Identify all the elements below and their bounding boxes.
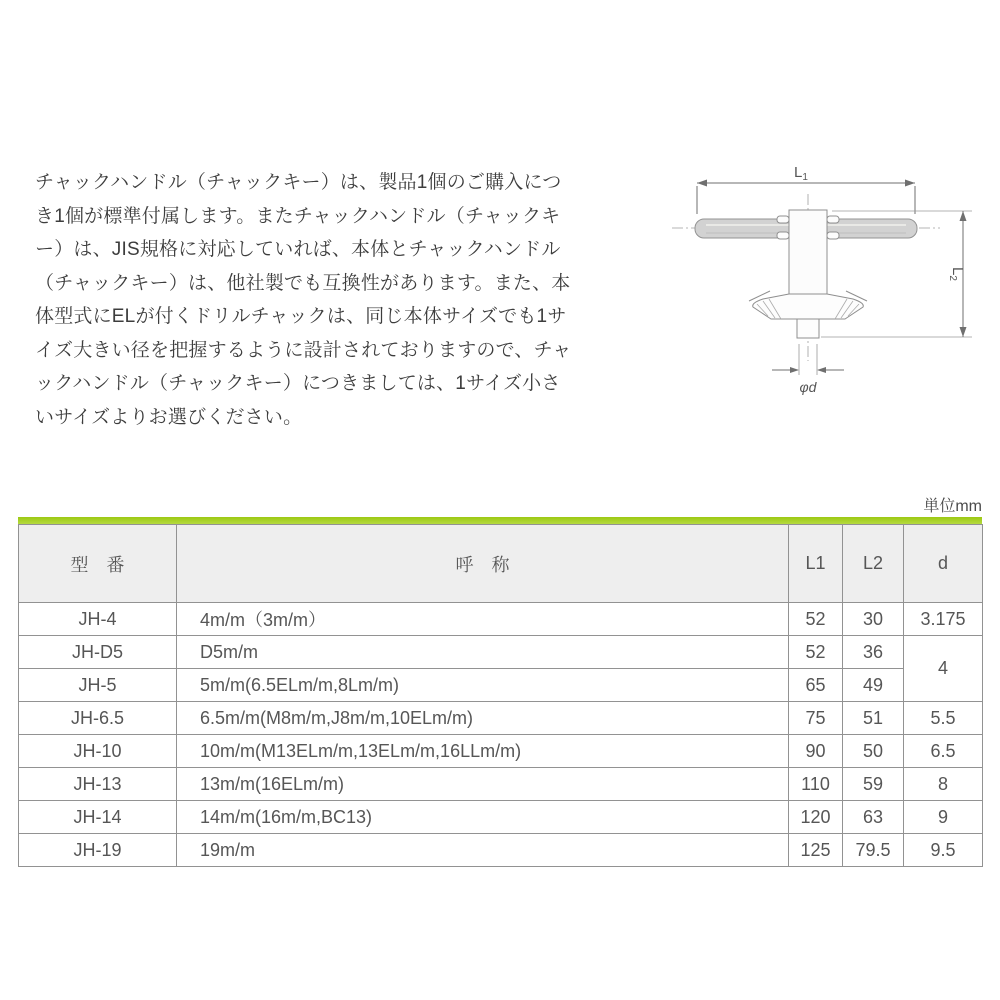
- cell-l2: 51: [843, 702, 904, 735]
- cell-model: JH-13: [19, 768, 177, 801]
- table-row: [19, 768, 983, 801]
- cell-d-merged: 4: [904, 636, 983, 702]
- header-l1: L1: [789, 525, 843, 603]
- table-row: [19, 735, 983, 768]
- dimension-l1-label: $L_1$: [794, 164, 808, 183]
- table-row: [19, 801, 983, 834]
- dimension-d-label: φd: [799, 379, 817, 395]
- cell-model: JH-19: [19, 834, 177, 867]
- cell-l1: 110: [789, 768, 843, 801]
- table-row: [19, 603, 983, 636]
- table-row: [19, 636, 983, 669]
- retaining-clip: [827, 232, 839, 239]
- intro-line: 体型式にELが付くドリルチャックは、同じ本体サイズでも1サ: [35, 306, 567, 327]
- retaining-clip: [777, 232, 789, 239]
- cell-model: JH-5: [19, 669, 177, 702]
- cell-model: JH-14: [19, 801, 177, 834]
- cell-name: 13m/m(16ELm/m): [177, 768, 789, 801]
- intro-paragraph: [35, 166, 643, 434]
- dimension-l1: [697, 180, 915, 215]
- intro-line: いサイズよりお選びください。: [35, 406, 303, 428]
- cell-l1: 125: [789, 834, 843, 867]
- cell-l1: 90: [789, 735, 843, 768]
- cell-name: 14m/m(16m/m,BC13): [177, 801, 789, 834]
- intro-line: き1個が標準付属します。またチャックハンドル（チャックキ: [35, 205, 561, 227]
- cell-name: 6.5m/m(M8m/m,J8m/m,10ELm/m): [177, 702, 789, 735]
- table-accent-bar: [18, 517, 982, 524]
- cell-l2: 79.5: [843, 834, 904, 867]
- cell-l2: 49: [843, 669, 904, 702]
- pilot-shaft: [797, 319, 819, 338]
- spec-table: [18, 524, 983, 867]
- table-row: [19, 702, 983, 735]
- cell-name: 4m/m（3m/m）: [177, 603, 789, 636]
- cell-d: 8: [904, 768, 983, 801]
- intro-line: チャックハンドル（チャックキー）は、製品1個のご購入につ: [35, 172, 562, 193]
- chuck-body: [777, 210, 839, 294]
- cell-d: 5.5: [904, 702, 983, 735]
- retaining-clip: [777, 216, 789, 223]
- cell-model: JH-D5: [19, 636, 177, 669]
- intro-line: ー）は、JIS規格に対応していれば、本体とチャックハンドル: [35, 239, 561, 260]
- spec-table-section: [18, 517, 982, 867]
- cell-name: D5m/m: [177, 636, 789, 669]
- cell-l1: 75: [789, 702, 843, 735]
- cell-l1: 52: [789, 603, 843, 636]
- cell-name: 5m/m(6.5ELm/m,8Lm/m): [177, 669, 789, 702]
- cell-d: 9: [904, 801, 983, 834]
- cell-model: JH-6.5: [19, 702, 177, 735]
- intro-line: イズ大きい径を把握するように設計されておりますので、チャ: [35, 339, 572, 361]
- header-l2: L2: [843, 525, 904, 603]
- table-row: [19, 834, 983, 867]
- cell-d: 3.175: [904, 603, 983, 636]
- cell-l2: 36: [843, 636, 904, 669]
- cell-l2: 59: [843, 768, 904, 801]
- unit-label: 単位mm: [923, 498, 982, 515]
- cell-d: 9.5: [904, 834, 983, 867]
- cell-l2: 50: [843, 735, 904, 768]
- chuck-handle-technical-drawing: [660, 148, 1000, 433]
- cell-name: 19m/m: [177, 834, 789, 867]
- cell-l2: 30: [843, 603, 904, 636]
- header-name: 呼 称: [177, 525, 789, 603]
- cell-model: JH-4: [19, 603, 177, 636]
- intro-line: ックハンドル（チャックキー）につきましては、1サイズ小さ: [35, 373, 561, 394]
- cell-l1: 65: [789, 669, 843, 702]
- cell-model: JH-10: [19, 735, 177, 768]
- intro-line: （チャックキー）は、他社製でも互換性があります。また、本: [35, 272, 571, 294]
- bevel-gear: [749, 291, 867, 319]
- cell-l1: 52: [789, 636, 843, 669]
- cell-l1: 120: [789, 801, 843, 834]
- table-header-row: [19, 525, 983, 603]
- retaining-clip: [827, 216, 839, 223]
- dimension-l2-label: $L_2$: [947, 267, 966, 281]
- header-d: d: [904, 525, 983, 603]
- table-row: [19, 669, 983, 702]
- cell-d: 6.5: [904, 735, 983, 768]
- cell-l2: 63: [843, 801, 904, 834]
- cell-name: 10m/m(M13ELm/m,13ELm/m,16LLm/m): [177, 735, 789, 768]
- header-model: 型 番: [19, 525, 177, 603]
